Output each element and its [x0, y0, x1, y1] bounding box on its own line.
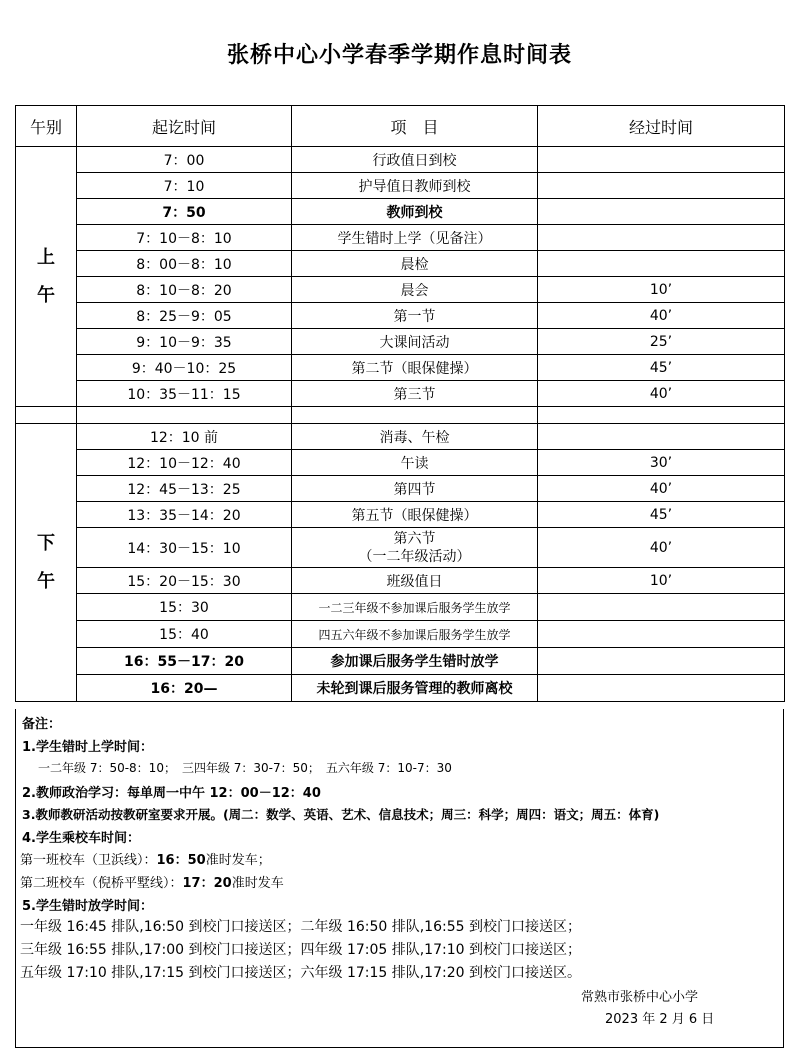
duration-cell: [538, 594, 785, 621]
note-3: 3.教师教研活动按教研室要求开展。(周二：数学、英语、艺术、信息技术；周三：科学；周四：语文；周五：体育): [22, 807, 660, 822]
duration-cell: 45’: [538, 502, 785, 528]
duration-cell: 40’: [538, 476, 785, 502]
note-5-line-3: 五年级 17:10 排队,17:15 到校门口接送区；六年级 17:15 排队,17:20 到校门口接送区。: [20, 965, 581, 981]
time-cell: 9：10－9：35: [77, 329, 292, 355]
document-date: 2023 年 2 月 6 日: [605, 1012, 715, 1027]
table-row: [16, 621, 785, 648]
item-cell: 护导值日教师到校: [292, 173, 538, 199]
table-row: [16, 528, 785, 568]
item-cell: 第二节（眼保健操）: [292, 355, 538, 381]
header-item: 项 目: [292, 106, 538, 147]
page-title: 张桥中心小学春季学期作息时间表: [226, 43, 572, 68]
table-row: [16, 381, 785, 407]
item-line-2: （一二年级活动）: [358, 548, 471, 565]
period-afternoon: 下 午: [16, 424, 77, 702]
school-signature: 常熟市张桥中心小学: [581, 990, 699, 1005]
duration-cell: [538, 173, 785, 199]
duration-cell: 25’: [538, 329, 785, 355]
table-row: [16, 594, 785, 621]
header-period: 午别: [16, 106, 77, 147]
table-row: [16, 225, 785, 251]
table-row: [16, 329, 785, 355]
time-cell: 13：35－14：20: [77, 502, 292, 528]
item-line-1: 第六节: [393, 530, 436, 547]
time-cell: 12：10 前: [77, 424, 292, 450]
duration-cell: 40’: [538, 303, 785, 329]
duration-cell: [538, 225, 785, 251]
item-cell: 第三节: [292, 381, 538, 407]
table-row: [16, 303, 785, 329]
item-cell: 班级值日: [292, 568, 538, 594]
item-cell: 大课间活动: [292, 329, 538, 355]
table-header-row: [16, 106, 785, 147]
schedule-table: [15, 105, 785, 702]
item-cell: 未轮到课后服务管理的教师离校: [292, 675, 538, 702]
note-2: 2.教师政治学习：每单周一中午 12：00－12：40: [22, 786, 321, 801]
time-cell: 7：00: [77, 147, 292, 173]
note-5-title: 5.学生错时放学时间：: [22, 899, 153, 914]
notes-section: [15, 709, 784, 1048]
duration-cell: 10’: [538, 277, 785, 303]
item-cell: 四五六年级不参加课后服务学生放学: [292, 621, 538, 648]
time-cell: 15：20－15：30: [77, 568, 292, 594]
item-cell: 晨检: [292, 251, 538, 277]
duration-cell: [538, 675, 785, 702]
item-cell: 教师到校: [292, 199, 538, 225]
duration-cell: [538, 147, 785, 173]
time-cell: 12：45－13：25: [77, 476, 292, 502]
time-cell: 7：50: [77, 199, 292, 225]
time-cell: 16：20—: [77, 675, 292, 702]
item-cell: 第一节: [292, 303, 538, 329]
duration-cell: [538, 251, 785, 277]
table-row: [16, 173, 785, 199]
time-cell: 16：55－17：20: [77, 648, 292, 675]
note-4-line-1: 第一班校车（卫浜线）：16：50准时发车；: [20, 853, 271, 868]
duration-cell: 30’: [538, 450, 785, 476]
note-5-line-2: 三年级 16:55 排队,17:00 到校门口接送区；四年级 17:05 排队,17:10 到校门口接送区；: [20, 942, 581, 958]
duration-cell: [538, 424, 785, 450]
duration-cell: [538, 621, 785, 648]
item-cell: 一二三年级不参加课后服务学生放学: [292, 594, 538, 621]
time-cell: 7：10: [77, 173, 292, 199]
table-row: [16, 648, 785, 675]
time-cell: 8：00－8：10: [77, 251, 292, 277]
time-cell: 14：30－15：10: [77, 528, 292, 568]
item-cell: 消毒、午检: [292, 424, 538, 450]
duration-cell: 45’: [538, 355, 785, 381]
table-row: [16, 277, 785, 303]
time-cell: 9：40－10：25: [77, 355, 292, 381]
item-cell: 参加课后服务学生错时放学: [292, 648, 538, 675]
notes-heading: 备注：: [22, 717, 62, 732]
table-row: [16, 424, 785, 450]
time-cell: 15：30: [77, 594, 292, 621]
item-cell: 行政值日到校: [292, 147, 538, 173]
table-row: [16, 502, 785, 528]
header-time: 起讫时间: [77, 106, 292, 147]
note-5-line-1: 一年级 16:45 排队,16:50 到校门口接送区；二年级 16:50 排队,16:55 到校门口接送区；: [20, 919, 581, 935]
table-row: [16, 147, 785, 173]
item-cell: 第五节（眼保健操）: [292, 502, 538, 528]
table-row: [16, 476, 785, 502]
duration-cell: 40’: [538, 381, 785, 407]
item-cell: 学生错时上学（见备注）: [292, 225, 538, 251]
time-cell: 15：40: [77, 621, 292, 648]
time-cell: 10：35－11：15: [77, 381, 292, 407]
duration-cell: [538, 648, 785, 675]
table-row: [16, 355, 785, 381]
table-row: [16, 199, 785, 225]
note-1-title: 1.学生错时上学时间：: [22, 740, 153, 755]
note-4-line-2: 第二班校车（倪桥平墅线）：17：20准时发车: [20, 876, 284, 891]
item-cell: [292, 528, 538, 568]
separator-row: [16, 407, 785, 424]
duration-cell: [538, 199, 785, 225]
note-1-body: 一二年级 7：50-8：10； 三四年级 7：30-7：50； 五六年级 7：10-7：30: [38, 761, 452, 775]
time-cell: 7：10－8：10: [77, 225, 292, 251]
time-cell: 8：10－8：20: [77, 277, 292, 303]
period-morning: 上 午: [16, 147, 77, 407]
header-duration: 经过时间: [538, 106, 785, 147]
item-cell: 第四节: [292, 476, 538, 502]
table-row: [16, 251, 785, 277]
item-cell: 晨会: [292, 277, 538, 303]
note-4-title: 4.学生乘校车时间：: [22, 831, 140, 846]
table-row: [16, 450, 785, 476]
item-cell: 午读: [292, 450, 538, 476]
duration-cell: 40’: [538, 528, 785, 568]
duration-cell: 10’: [538, 568, 785, 594]
time-cell: 8：25－9：05: [77, 303, 292, 329]
table-row: [16, 568, 785, 594]
time-cell: 12：10－12：40: [77, 450, 292, 476]
table-row: [16, 675, 785, 702]
